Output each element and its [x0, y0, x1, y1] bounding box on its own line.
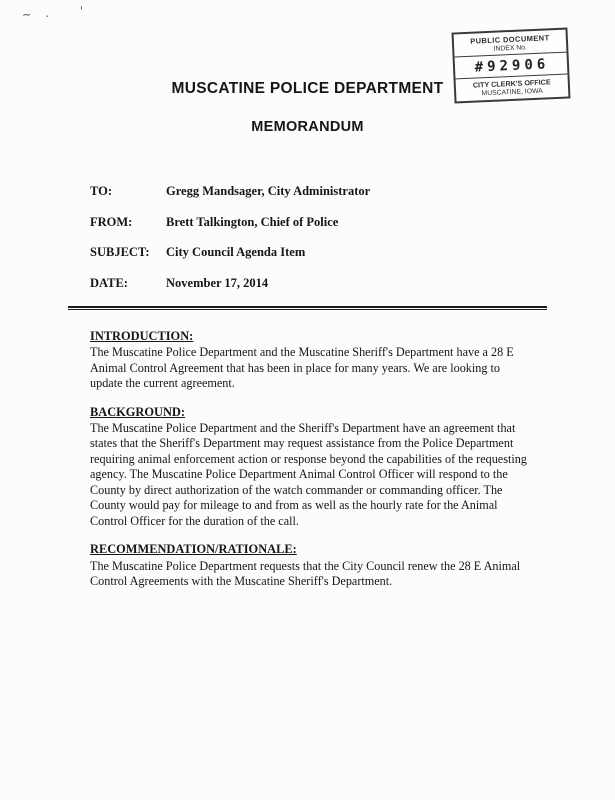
memo-body: [90, 329, 530, 590]
stamp-office: [456, 74, 569, 102]
stamp-city-label: MUSCATINE, IOWA: [481, 87, 543, 98]
section-body: The Muscatine Police Department and the Sheriff's Department have an agreement that states that the Sheriff's Department may request assistance from the Police Department requiring animal enforcement action or response beyond the capabilities of the requesting agency. The Muscatine Police Department Animal Control Officer will respond to the County by direct authorization of the watch commander or commanding officer. The County would pay for mileage to and from as well as the hourly rate for the Animal Control Officer for the duration of the call.: [90, 420, 527, 528]
meta-value: Brett Talkington, Chief of Police: [166, 214, 339, 229]
stamp-index-number: #92906: [474, 56, 550, 76]
section-heading: INTRODUCTION:: [90, 329, 194, 343]
meta-row-from: [90, 215, 615, 230]
meta-value: November 17, 2014: [166, 275, 269, 290]
meta-row-subject: [90, 245, 615, 260]
meta-label: TO:: [90, 184, 112, 198]
meta-label: SUBJECT:: [90, 245, 150, 259]
section-body: The Muscatine Police Department requests that the City Council renew the 28 E Animal Control Agreements with the Muscatine Sheriff's Department.: [90, 558, 521, 589]
section-heading: RECOMMENDATION/RATIONALE:: [90, 542, 297, 557]
section-recommendation: [90, 542, 530, 589]
section-introduction: [90, 329, 530, 392]
meta-row-date: [90, 276, 615, 291]
document-subtitle: MEMORANDUM: [251, 119, 364, 135]
divider-double-rule: [68, 306, 547, 310]
meta-label: DATE:: [90, 275, 128, 290]
section-heading: BACKGROUND:: [90, 404, 185, 419]
section-background: [90, 405, 530, 530]
stamp-index-label: INDEX No.: [493, 44, 528, 53]
meta-label: FROM:: [90, 214, 133, 229]
meta-row-to: [90, 184, 615, 199]
meta-value: Gregg Mandsager, City Administrator: [166, 184, 371, 198]
pen-marks: ~. ': [21, 3, 98, 22]
document-title: MUSCATINE POLICE DEPARTMENT: [171, 80, 444, 97]
section-body: The Muscatine Police Department and the Muscatine Sheriff's Department have a 28 E Animal Control Agreement that has been in place for many years. We are looking to update the current agreement.: [90, 345, 514, 391]
stamp-public-document-label: PUBLIC DOCUMENT: [470, 33, 550, 46]
meta-value: City Council Agenda Item: [166, 245, 306, 259]
stamp-office-label: CITY CLERK'S OFFICE: [472, 77, 551, 90]
clerk-stamp: [452, 28, 571, 104]
memo-meta-block: [90, 184, 615, 291]
